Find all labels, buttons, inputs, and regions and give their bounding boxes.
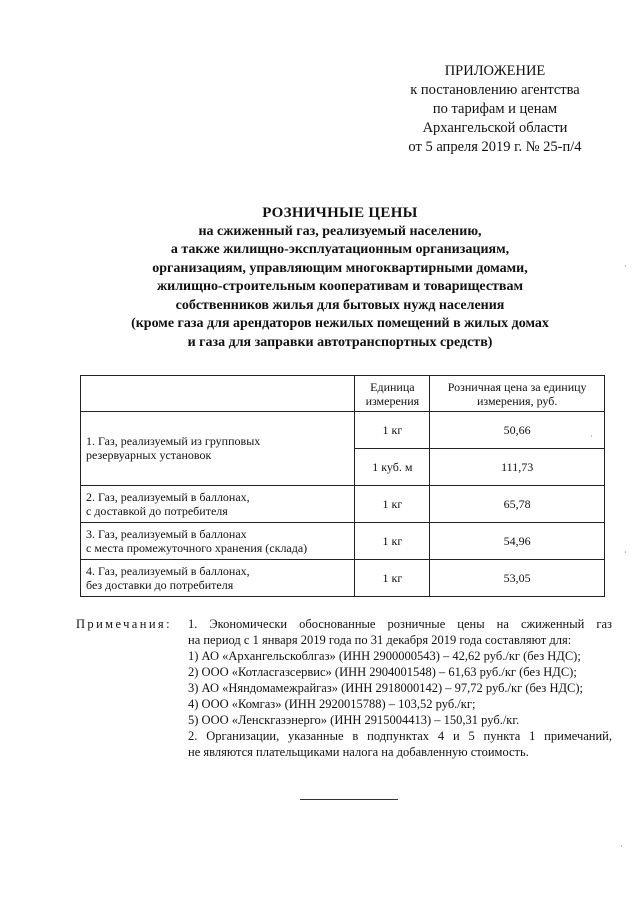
row-unit: 1 кг [355,523,430,560]
header-price [430,376,605,412]
row-unit: 1 кг [355,560,430,597]
row-description-line: с места промежуточного хранения (склада) [86,541,308,555]
scan-mark: · [624,548,627,557]
row-description [81,560,355,597]
note-1-item: 2) ООО «Котласгазсервис» (ИНН 2904001548) – 61,63 руб./кг (без НДС); [188,665,577,679]
note-1-item: 1) АО «Архангельскоблгаз» (ИНН 2900000543) – 42,62 руб./кг (без НДС); [188,649,581,663]
table-header-row [81,376,605,412]
header-unit [355,376,430,412]
row-description-line: 3. Газ, реализуемый в баллонах [86,527,247,541]
title-line: организациям, управляющим многоквартирными домами, [152,260,528,276]
table-row [81,523,605,560]
note-1-item: 4) ООО «Комгаз» (ИНН 2920015788) – 103,52 руб./кг; [188,697,476,711]
table-row [81,560,605,597]
row-description-line: 4. Газ, реализуемый в баллонах, [86,564,250,578]
scan-mark: · [620,842,623,851]
row-unit: 1 кг [355,412,430,449]
header-unit-line: измерения [365,393,420,408]
title-line: собственников жилья для бытовых нужд населения [175,297,505,313]
appendix-title: ПРИЛОЖЕНИЕ [444,63,546,79]
row-description [81,412,355,486]
header-unit-line: Единица [370,379,415,394]
title-main: РОЗНИЧНЫЕ ЦЕНЫ [262,205,418,221]
note-2-line: не являются плательщиками налога на добавленную стоимость. [188,745,529,759]
scan-mark: · [624,262,627,271]
title-line: (кроме газа для арендаторов нежилых помещений в жилых домах [131,316,549,331]
row-price: 50,66 [430,412,605,449]
row-description-line: резервуарных установок [86,448,212,462]
row-description-line: с доставкой до потребителя [86,504,228,518]
header-price-line: измерения, руб. [476,393,558,408]
appendix-line: к постановлению агентства [410,82,580,98]
price-table [80,375,605,597]
row-price: 111,73 [430,449,605,486]
row-price: 53,05 [430,560,605,597]
note-2-line: 2. Организации, указанные в подпунктах 4 и 5 пункта 1 примечаний, [188,729,612,743]
closing-rule [300,799,398,800]
note-1-line: 1. Экономически обоснованные розничные цены на сжиженный газ [188,617,612,631]
appendix-line: Архангельской области [422,120,568,136]
appendix-line: по тарифам и ценам [432,101,558,117]
row-description [81,523,355,560]
scan-mark: · [590,432,593,441]
row-description-line: 1. Газ, реализуемый из групповых [86,434,261,448]
appendix-header [390,62,600,157]
appendix-decree: от 5 апреля 2019 г. № 25-п/4 [408,139,582,155]
title-line: и газа для заправки автотранспортных средств) [187,334,493,350]
header-price-line: Розничная цена за единицу [447,379,587,394]
row-description [81,486,355,523]
notes-section [76,616,612,760]
title-line: жилищно-строительным кооперативам и товариществам [156,279,524,294]
note-1-item: 5) ООО «Ленскгазэнерго» (ИНН 2915004413) – 150,31 руб./кг. [188,713,520,727]
title-line: на сжиженный газ, реализуемый населению, [198,223,482,239]
document-title [60,204,620,352]
note-1-item: 3) АО «Няндомамежрайгаз» (ИНН 2918000142) – 97,72 руб./кг (без НДС); [188,681,584,695]
row-unit: 1 куб. м [355,449,430,486]
row-description-line: без доставки до потребителя [86,578,234,592]
row-description-line: 2. Газ, реализуемый в баллонах, [86,490,250,504]
notes-body [188,616,612,760]
row-price: 54,96 [430,523,605,560]
title-line: а также жилищно-эксплуатационным организациям, [170,242,510,257]
note-1-line: на период с 1 января 2019 года по 31 декабря 2019 года составляют для: [188,633,572,647]
table-row [81,412,605,449]
row-unit: 1 кг [355,486,430,523]
header-cell-empty [81,376,355,412]
notes-label: Примечания: [76,617,172,631]
row-price: 65,78 [430,486,605,523]
table-row [81,486,605,523]
